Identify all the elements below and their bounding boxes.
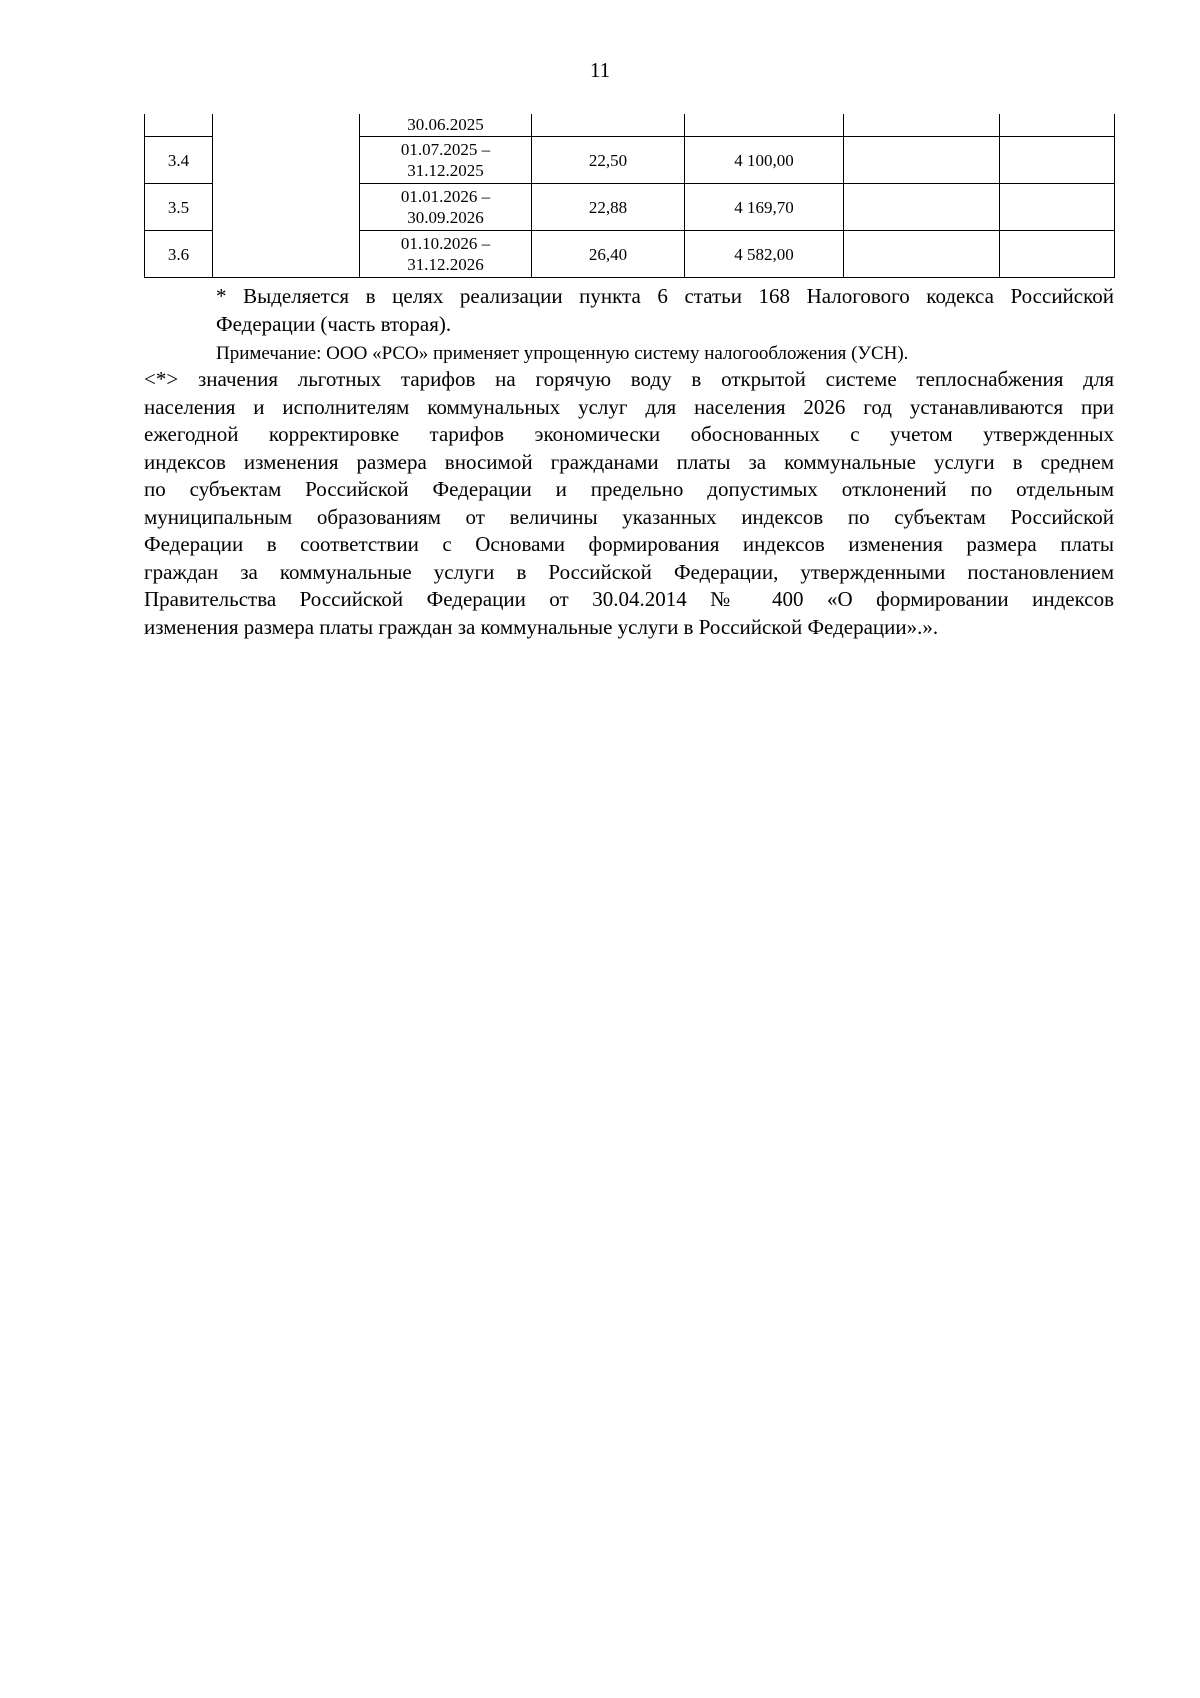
tariff-value-cell: 22,88 (532, 184, 685, 231)
tariff-table (144, 114, 1115, 278)
tariff-value-cell (1000, 184, 1115, 231)
explanation-line: Федерации в соответствии с Основами формирования индексов изменения размера платы (144, 532, 1114, 556)
row-number-cell (145, 114, 213, 137)
footnote-line: * Выделяется в целях реализации пункта 6 статьи 168 Налогового кодекса Российской (216, 284, 1114, 308)
explanation-line: по субъектам Российской Федерации и предельно допустимых отклонений по отдельным (144, 477, 1114, 501)
tariff-value-cell (685, 114, 844, 137)
period-cell (360, 114, 532, 137)
page-number: 11 (589, 58, 611, 82)
tariff-value-cell: 4 100,00 (685, 137, 844, 184)
footnote-vat (144, 283, 1114, 338)
period-line: 31.12.2025 (407, 161, 484, 180)
tariff-value-cell: 22,50 (532, 137, 685, 184)
tariff-value-cell (1000, 137, 1115, 184)
table-row (145, 137, 1115, 184)
group-cell (213, 114, 360, 137)
period-line: 01.01.2026 – (400, 187, 491, 206)
tariff-value-cell (844, 184, 1000, 231)
row-number-cell: 3.4 (145, 137, 213, 184)
tariff-value-cell (844, 231, 1000, 278)
period-cell (360, 137, 532, 184)
row-number-cell: 3.5 (145, 184, 213, 231)
explanation-line: Правительства Российской Федерации от 30.04.2014 № 400 «О формировании индексов (144, 587, 1114, 611)
table-row (145, 184, 1115, 231)
tariff-value-cell (844, 137, 1000, 184)
table-row (145, 114, 1115, 137)
period-line: 31.12.2026 (407, 255, 484, 274)
tariff-value-cell: 26,40 (532, 231, 685, 278)
period-line: 30.06.2025 (407, 115, 484, 134)
tariff-value-cell (532, 114, 685, 137)
explanation-line: граждан за коммунальные услуги в Российской Федерации, утвержденными постановлением (144, 559, 1114, 584)
tariff-value-cell: 4 582,00 (685, 231, 844, 278)
tariff-value-cell (1000, 231, 1115, 278)
explanation-line: ежегодной корректировке тарифов экономически обоснованных с учетом утвержденных (144, 422, 1114, 446)
tariff-value-cell (844, 114, 1000, 137)
tax-note: Примечание: ООО «РСО» применяет упрощенную систему налогообложения (УСН). (216, 343, 909, 364)
table-row (145, 231, 1115, 278)
tariff-value-cell (1000, 114, 1115, 137)
group-cell (213, 184, 360, 231)
explanation-line: муниципальным образованиям от величины указанных индексов по субъектам Российской (144, 504, 1114, 529)
group-cell (213, 231, 360, 278)
footnote-line: Федерации (часть вторая). (216, 311, 452, 336)
explanation-line: населения и исполнителям коммунальных услуг для населения 2026 год устанавливаются при (144, 394, 1114, 419)
explanation-line: изменения размера платы граждан за коммунальные услуги в Российской Федерации».». (144, 614, 939, 639)
period-line: 01.10.2026 – (400, 234, 491, 253)
explanation-line: индексов изменения размера вносимой гражданами платы за коммунальные услуги в среднем (144, 449, 1114, 474)
row-number-cell: 3.6 (145, 231, 213, 278)
tariff-explanation (144, 366, 1114, 641)
tariff-value-cell: 4 169,70 (685, 184, 844, 231)
period-line: 01.07.2025 – (400, 140, 491, 159)
period-cell (360, 231, 532, 278)
period-line: 30.09.2026 (407, 208, 484, 227)
group-cell (213, 137, 360, 184)
period-cell (360, 184, 532, 231)
explanation-line: <*> значения льготных тарифов на горячую воду в открытой системе теплоснабжения для (144, 367, 1114, 391)
